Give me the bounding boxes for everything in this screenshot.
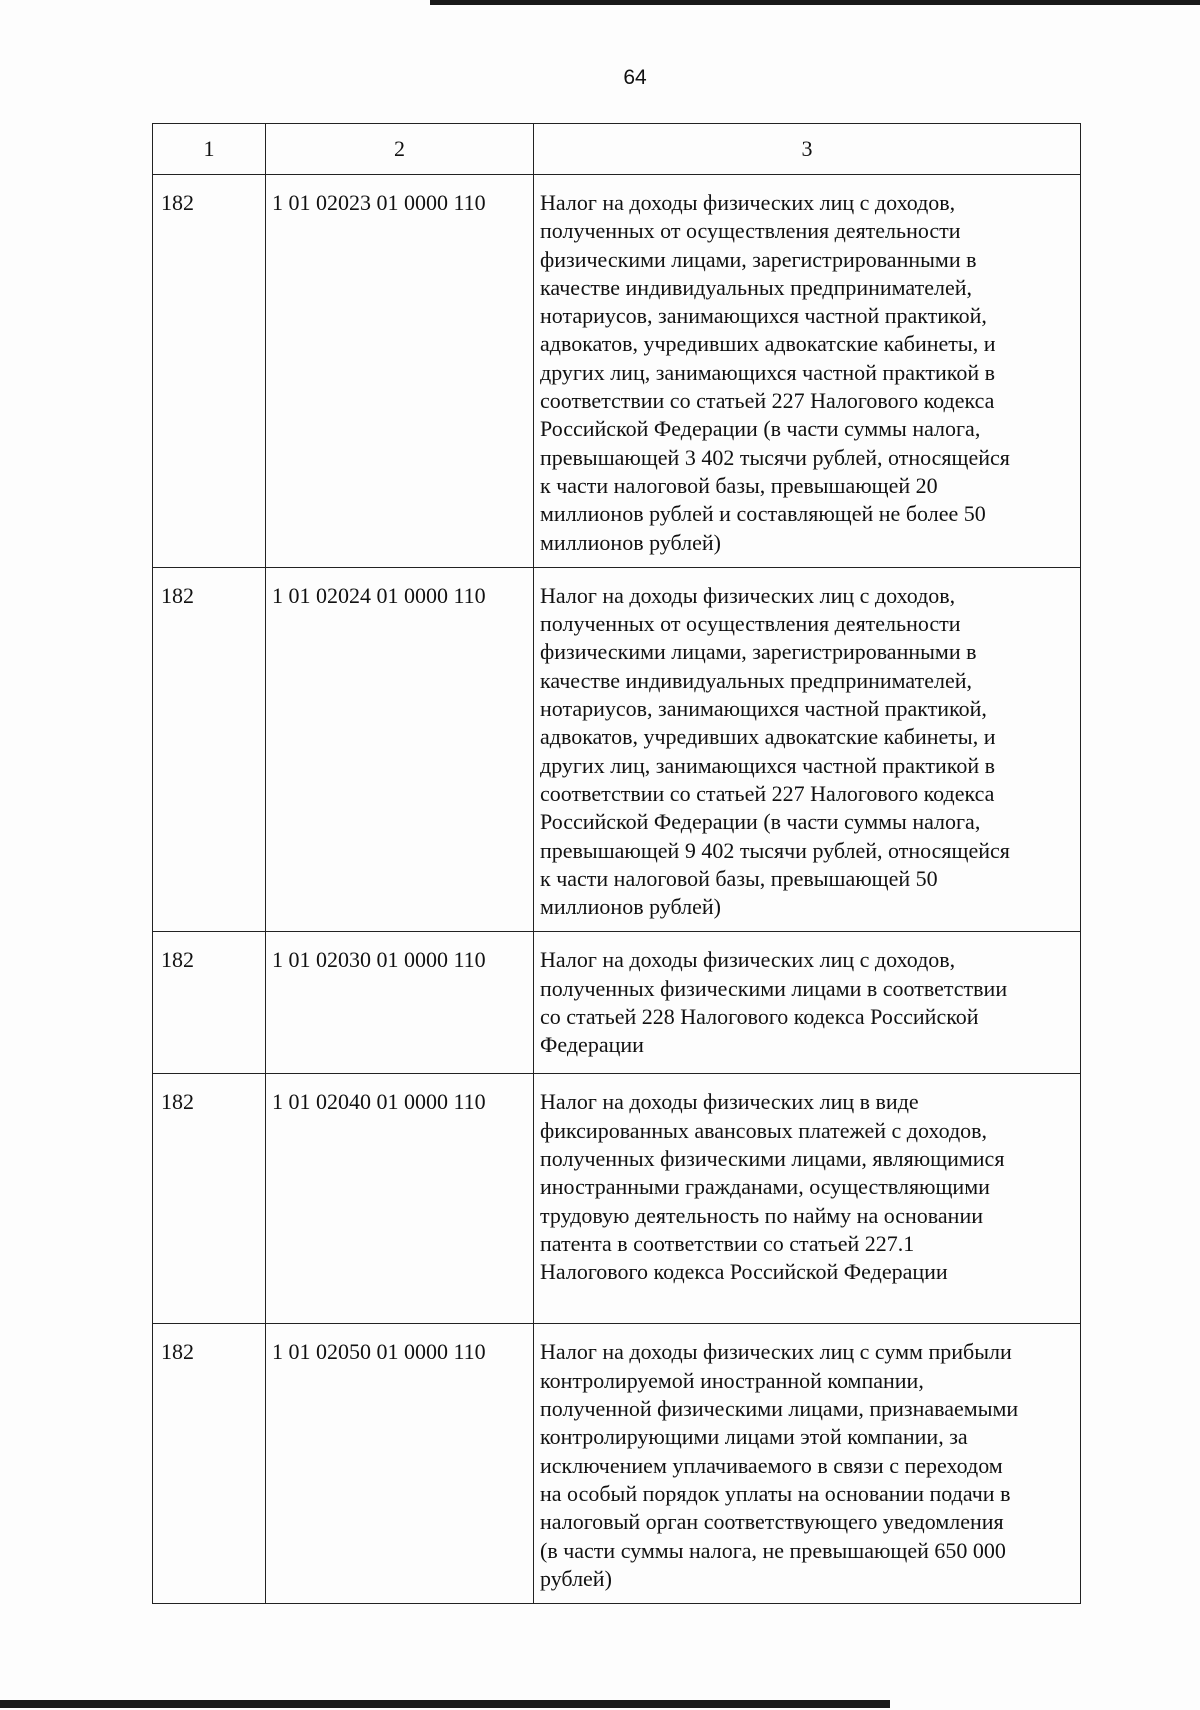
description-line: качестве индивидуальных предпринимателей, (540, 274, 973, 300)
description-line: Налог на доходы физических лиц с доходов, (540, 190, 956, 215)
administrator-code: 182 (153, 1074, 266, 1324)
budget-classification-code: 1 01 02024 01 0000 110 (266, 567, 534, 932)
revenue-description (534, 1074, 1081, 1324)
description-line: налоговый орган соответствующего уведомления (540, 1509, 1004, 1535)
budget-classification-code: 1 01 02030 01 0000 110 (266, 932, 534, 1074)
description-line: нотариусов, занимающихся частной практикой, (540, 303, 987, 329)
description-line: полученных физическими лицами в соответствии (540, 975, 1008, 1001)
description-line: миллионов рублей) (540, 894, 721, 920)
description-line: полученных физическими лицами, являющимися (540, 1146, 1005, 1172)
description-line: фиксированных авансовых платежей с доходов, (540, 1117, 988, 1143)
description-line: Федерации (540, 1032, 644, 1058)
table-row (153, 567, 1081, 932)
description-line: со статьей 228 Налогового кодекса Российской (540, 1004, 979, 1030)
table-header-row (153, 124, 1081, 175)
description-line: Налог на доходы физических лиц с доходов, (540, 947, 956, 973)
administrator-code: 182 (153, 175, 266, 568)
description-line: патента в соответствии со статьей 227.1 (540, 1230, 915, 1256)
description-line: превышающей 9 402 тысячи рублей, относящейся (540, 837, 1010, 863)
description-line: нотариусов, занимающихся частной практикой, (540, 696, 987, 722)
description-line: других лиц, занимающихся частной практикой в (540, 359, 995, 385)
description-line: исключением уплачиваемого в связи с переходом (540, 1452, 1003, 1478)
description-line: превышающей 3 402 тысячи рублей, относящейся (540, 444, 1010, 470)
description-line: других лиц, занимающихся частной практикой в (540, 752, 995, 778)
administrator-code: 182 (153, 567, 266, 932)
description-line: Российской Федерации (в части суммы налога, (540, 416, 981, 442)
description-line: (в части суммы налога, не превышающей 650 000 (540, 1537, 1006, 1563)
description-line: миллионов рублей и составляющей не более 50 (540, 501, 986, 527)
header-col-3: 3 (534, 124, 1081, 175)
header-col-1: 1 (153, 124, 266, 175)
bottom-scan-border (0, 1700, 890, 1708)
revenue-description (534, 1324, 1081, 1604)
description-line: Налог на доходы физических лиц с доходов, (540, 582, 956, 608)
administrator-code: 182 (153, 1324, 266, 1604)
description-line: контролирующими лицами этой компании, за (540, 1424, 968, 1450)
description-line: адвокатов, учредивших адвокатские кабинеты, и (540, 331, 996, 357)
description-line: Налог на доходы физических лиц с сумм прибыли (540, 1339, 1012, 1365)
table-row (153, 175, 1081, 568)
description-line: Налогового кодекса Российской Федерации (540, 1259, 948, 1285)
description-line: иностранными гражданами, осуществляющими (540, 1174, 990, 1200)
description-line: трудовую деятельность по найму на основании (540, 1202, 983, 1228)
administrator-code: 182 (153, 932, 266, 1074)
description-line: полученной физическими лицами, признаваемыми (540, 1396, 1019, 1422)
description-line: полученных от осуществления деятельности (540, 218, 961, 244)
description-line: Налог на доходы физических лиц в виде (540, 1089, 919, 1115)
description-line: физическими лицами, зарегистрированными в (540, 246, 977, 272)
budget-classification-code: 1 01 02050 01 0000 110 (266, 1324, 534, 1604)
description-line: контролируемой иностранной компании, (540, 1367, 924, 1393)
budget-classification-code: 1 01 02023 01 0000 110 (266, 175, 534, 568)
description-line: адвокатов, учредивших адвокатские кабинеты, и (540, 724, 996, 750)
table-row (153, 932, 1081, 1074)
description-line: физическими лицами, зарегистрированными в (540, 639, 977, 665)
description-line: соответствии со статьей 227 Налогового кодекса (540, 388, 995, 414)
budget-classification-table (152, 123, 1081, 1604)
page-number: 64 (623, 66, 647, 89)
description-line: к части налоговой базы, превышающей 20 (540, 472, 938, 498)
description-line: на особый порядок уплаты на основании подачи в (540, 1480, 1011, 1506)
description-line: к части налоговой базы, превышающей 50 (540, 865, 938, 891)
top-scan-border (430, 0, 1200, 5)
description-line: миллионов рублей) (540, 529, 721, 555)
description-line: полученных от осуществления деятельности (540, 611, 961, 637)
description-line: качестве индивидуальных предпринимателей, (540, 667, 973, 693)
budget-classification-code: 1 01 02040 01 0000 110 (266, 1074, 534, 1324)
revenue-description (534, 175, 1081, 568)
description-line: Российской Федерации (в части суммы налога, (540, 809, 981, 835)
table-row (153, 1324, 1081, 1604)
revenue-description (534, 932, 1081, 1074)
description-line: рублей) (540, 1565, 612, 1591)
revenue-description (534, 567, 1081, 932)
description-line: соответствии со статьей 227 Налогового кодекса (540, 780, 995, 806)
header-col-2: 2 (266, 124, 534, 175)
table-row (153, 1074, 1081, 1324)
